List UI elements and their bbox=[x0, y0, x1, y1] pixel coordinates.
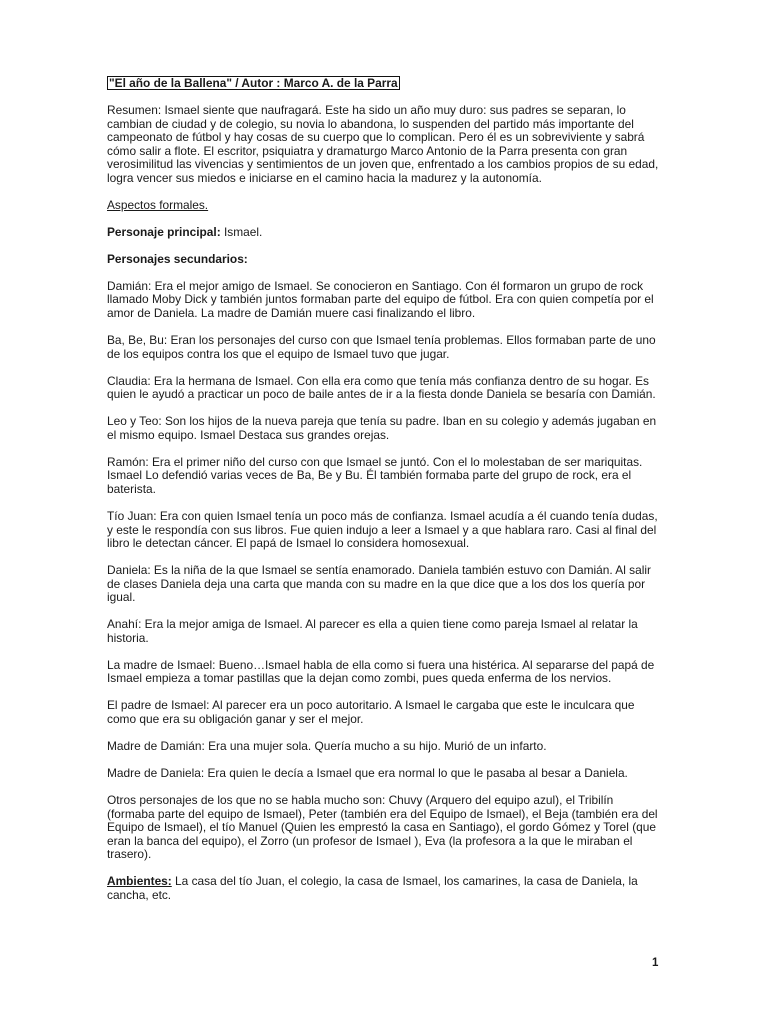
summary-paragraph: Resumen: Ismael siente que naufragará. Este ha sido un año muy duro: sus padres se separan, lo cambian de ciudad y de colegio, su novia lo abandona, lo suspenden del partido más importante del campeonato de fútbol y hay cosas de su cuerpo que lo complican. Pero él es un sobreviviente y sabrá cómo salir a flote. El escritor, psiquiatra y dramaturgo Marco Antonio de la Parra presenta con gran verosimilitud las vivencias y sentimientos de un joven que, enfrentado a los cambios propios de su edad, logra vencer sus miedos e iniciarse en el camino hacia la madurez y la autonomía. bbox=[107, 102, 659, 185]
character-paragraph-otros: Otros personajes de los que no se habla mucho son: Chuvy (Arquero del equipo azul), el Tribilín (formaba parte del equipo de Ismael), Peter (también era del Equipo de Ismael), el Beja (también era del Equipo de Ismael), el tío Manuel (Quien les emprestó la casa en Santiago), el gordo Gómez y Torel (que eran la banca del equipo), el Zorro (un profesor de Ismael ), Eva (la profesora a la que le miraban el trasero). bbox=[107, 793, 658, 862]
character-paragraph-ba-be-bu: Ba, Be, Bu: Eran los personajes del curso con que Ismael tenía problemas. Ellos formaban parte de uno de los equipos contra los que el equipo de Ismael tuvo que jugar. bbox=[107, 333, 656, 361]
formal-aspects-heading bbox=[107, 199, 663, 213]
character-paragraph-padre-ismael: El padre de Ismael: Al parecer era un poco autoritario. A Ismael le cargaba que este le inculcara que como que era su obligación ganar y ser el mejor. bbox=[107, 698, 635, 727]
character-paragraph-claudia: Claudia: Era la hermana de Ismael. Con ella era como que tenía más confianza dentro de su hogar. Es quien le ayudó a practicar un poco de baile antes de ir a la fiesta donde Daniela se besaría con Damián. bbox=[107, 373, 656, 402]
document-page bbox=[107, 76, 663, 916]
main-character-value: Ismael. bbox=[220, 224, 263, 239]
document-title: "El año de la Ballena" / Autor : Marco A. de la Parra bbox=[109, 76, 398, 90]
character-paragraph-madre-daniela: Madre de Daniela: Era quien le decía a Ismael que era normal lo que le pasaba al besar a Daniela. bbox=[107, 766, 628, 781]
character-paragraph-anahi: Anahí: Era la mejor amiga de Ismael. Al parecer es ella a quien tiene como pareja Ismael al relatar la historia. bbox=[107, 617, 638, 645]
secondary-characters-heading: Personajes secundarios: bbox=[107, 251, 248, 266]
character-paragraph-tio-juan: Tío Juan: Era con quien Ismael tenía un poco más de confianza. Ismael acudía a él cuando tenía dudas, y este le respondía con sus libros. Fue quien indujo a leer a Ismael y a que hablara raro. Casi al final del libro le detectan cáncer. El papá de Ismael lo considera homosexual. bbox=[107, 508, 658, 551]
formal-aspects-text: Aspectos formales. bbox=[107, 197, 209, 212]
character-paragraph-daniela: Daniela: Es la niña de la que Ismael se sentía enamorado. Daniela también estuvo con Damián. Al salir de clases Daniela deja una carta que manda con su madre en la que dice que a los dos los quería por igual. bbox=[107, 563, 651, 605]
main-character-label: Personaje principal: bbox=[107, 224, 221, 239]
character-paragraph-ramon: Ramón: Era el primer niño del curso con que Ismael se juntó. Con el lo molestaban de ser mariquitas. Ismael Lo defendió varias veces de Ba, Be y Bu. Él también formaba parte del grupo de rock, era el baterista. bbox=[107, 454, 643, 496]
page-number: 1 bbox=[652, 957, 659, 969]
character-paragraph-leo-teo: Leo y Teo: Son los hijos de la nueva pareja que tenía su padre. Iban en su colegio y además jugaban en el mismo equipo. Ismael Destaca sus grandes orejas. bbox=[107, 414, 657, 442]
title-line bbox=[107, 76, 663, 91]
settings-value: La casa del tío Juan, el colegio, la casa de Ismael, los camarines, la casa de Daniela, la cancha, etc. bbox=[107, 874, 638, 902]
character-paragraph-damian: Damián: Era el mejor amigo de Ismael. Se conocieron en Santiago. Con él formaron un grupo de rock llamado Moby Dick y también juntos formaban parte del equipo de fútbol. Era con quien competía por el amor de Daniela. La madre de Damián muere casi finalizando el libro. bbox=[107, 278, 654, 321]
character-paragraph-madre-ismael: La madre de Ismael: Bueno…Ismael habla de ella como si fuera una histérica. Al separarse del papá de Ismael empieza a tomar pastillas que la dejan como zombi, pues queda enferma de los nervios. bbox=[107, 657, 655, 686]
character-paragraph-madre-damian: Madre de Damián: Era una mujer sola. Quería mucho a su hijo. Murió de un infarto. bbox=[107, 739, 547, 754]
settings-label: Ambientes: bbox=[107, 874, 172, 889]
main-character-paragraph bbox=[107, 226, 663, 240]
settings-paragraph bbox=[107, 875, 663, 902]
